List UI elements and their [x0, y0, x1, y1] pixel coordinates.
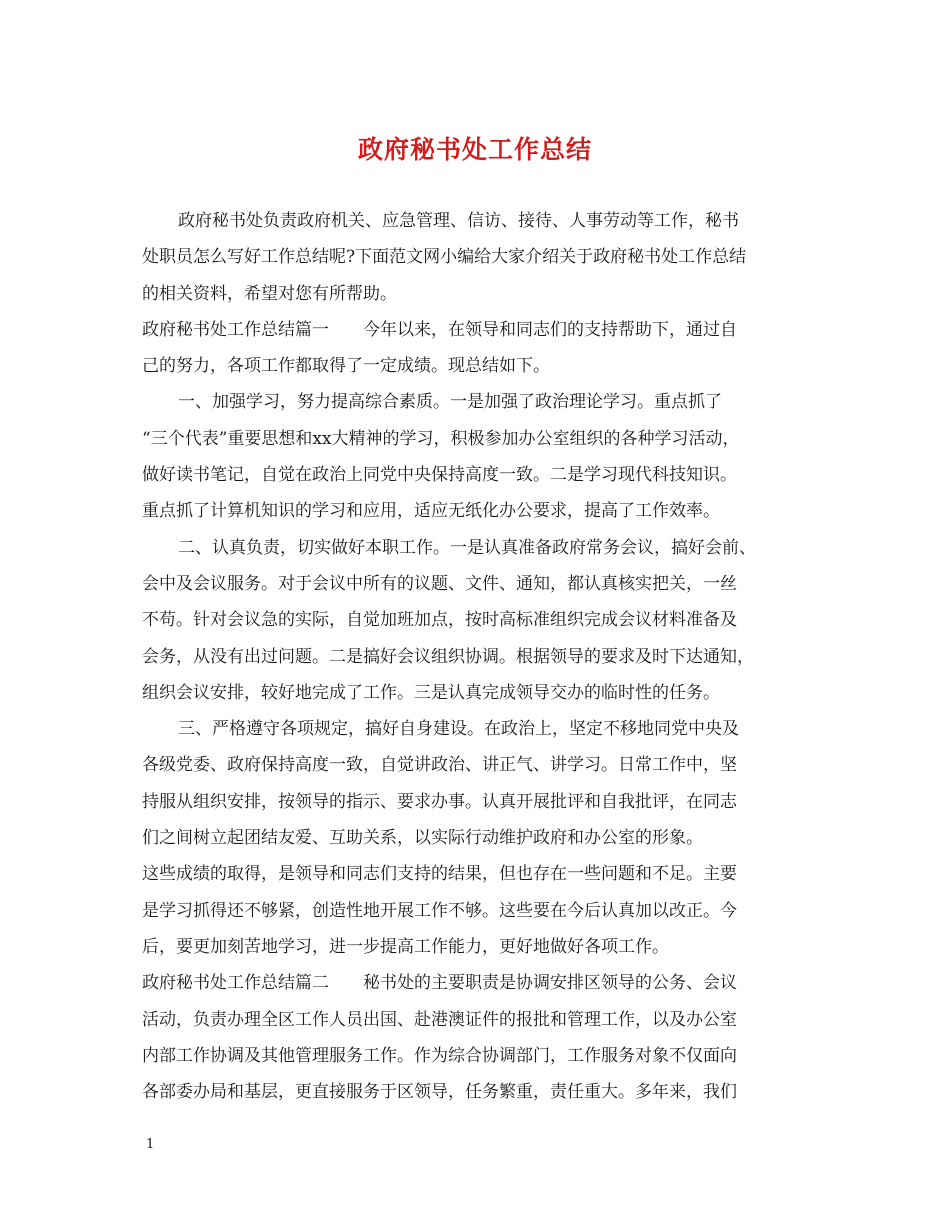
text-line: 各级党委、政府保持高度一致，自觉讲政治、讲正气、讲学习。日常工作中，坚 [142, 755, 737, 776]
text-line: 政府秘书处工作总结篇一 今年以来，在领导和同志们的支持帮助下，通过自 [142, 319, 737, 340]
text-line: 重点抓了计算机知识的学习和应用，适应无纸化办公要求，提高了工作效率。 [142, 501, 720, 522]
text-line: 不苟。针对会议急的实际，自觉加班加点，按时高标准组织完成会议材料准备及 [142, 610, 737, 631]
text-line: 做好读书笔记，自觉在政治上同党中央保持高度一致。二是学习现代科技知识。 [142, 465, 737, 486]
text-line: 会中及会议服务。对于会议中所有的议题、文件、通知，都认真核实把关，一丝 [142, 573, 737, 594]
document-body [142, 203, 812, 1110]
text-line: “三个代表”重要思想和xx大精神的学习，积极参加办公室组织的各种学习活动， [142, 428, 740, 449]
text-line: 会务，从没有出过问题。二是搞好会议组织协调。根据领导的要求及时下达通知， [142, 646, 754, 667]
text-line: 这些成绩的取得，是领导和同志们支持的结果，但也存在一些问题和不足。主要 [142, 864, 737, 885]
text-line: 处职员怎么写好工作总结呢?下面范文网小编给大家介绍关于政府秘书处工作总结 [142, 247, 747, 268]
text-line: 一、加强学习，努力提高综合素质。一是加强了政治理论学习。重点抓了 [178, 392, 722, 413]
text-line: 们之间树立起团结友爱、互助关系，以实际行动维护政府和办公室的形象。 [142, 828, 703, 849]
text-line: 政府秘书处工作总结篇二 秘书处的主要职责是协调安排区领导的公务、会议 [142, 973, 737, 994]
text-line: 己的努力，各项工作都取得了一定成绩。现总结如下。 [142, 356, 550, 377]
text-line: 组织会议安排，较好地完成了工作。三是认真完成领导交办的临时性的任务。 [142, 682, 720, 703]
text-line: 三、严格遵守各项规定，搞好自身建设。在政治上，坚定不移地同党中央及 [178, 719, 739, 740]
text-line: 二、认真负责，切实做好本职工作。一是认真准备政府常务会议，搞好会前、 [178, 537, 756, 558]
text-line: 各部委办局和基层，更直接服务于区领导，任务繁重，责任重大。多年来，我们 [142, 1082, 737, 1103]
text-line: 持服从组织安排，按领导的指示、要求办事。认真开展批评和自我批评，在同志 [142, 791, 737, 812]
text-line: 政府秘书处负责政府机关、应急管理、信访、接待、人事劳动等工作，秘书 [178, 211, 739, 231]
page-title: 政府秘书处工作总结 [357, 135, 592, 164]
text-line: 是学习抓得还不够紧，创造性地开展工作不够。这些要在今后认真加以改正。今 [142, 900, 737, 921]
text-line: 后，要更加刻苦地学习，进一步提高工作能力，更好地做好各项工作。 [142, 936, 669, 957]
text-line: 内部工作协调及其他管理服务工作。作为综合协调部门，工作服务对象不仅面向 [142, 1045, 737, 1066]
text-line: 的相关资料，希望对您有所帮助。 [142, 283, 397, 304]
text-line: 活动，负责办理全区工作人员出国、赴港澳证件的报批和管理工作，以及办公室 [142, 1009, 737, 1030]
page-number: 1 [146, 1137, 155, 1152]
